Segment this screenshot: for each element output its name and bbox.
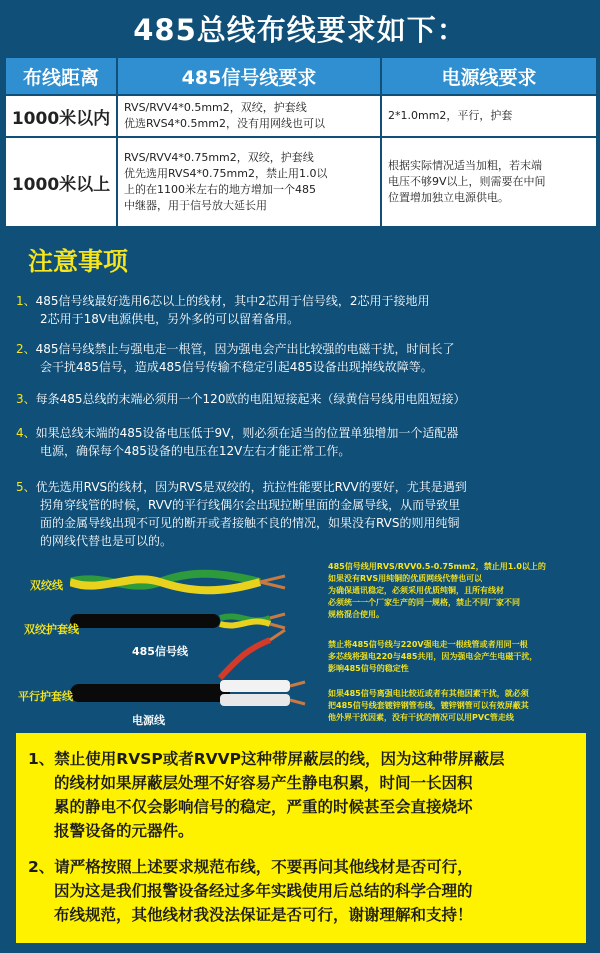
distance-cell: 1000米以上 (5, 137, 117, 227)
header-signal: 485信号线要求 (117, 57, 381, 95)
side-note: 485信号线用RVS/RVV0.5-0.75mm2，禁止用1.0以上的 如果没有RVS用纯铜的优质网线代替也可以 为确保通讯稳定，必须采用优质纯铜，且所有线材 必须统一一个厂家生产的同一规格，禁止不同厂家不同 规格混合使用。 (328, 562, 546, 619)
note-item: 5、优先选用RVS的线材，因为RVS是双绞的，抗拉性能要比RVV的要好，尤其是遇到 拐角穿线管的时候，RVV的平行线偶尔会出现拉断里面的金属导线，从而导致里 面的金属导线出现不可见的断开或者接触不良的情况，如果没有RVS的则用纯铜 的网线代替也是可以的。 (16, 480, 467, 548)
side-note: 如果485信号离强电比较近或者有其他因素干扰，就必须 把485信号线套镀锌钢管布线，镀锌钢管可以有效屏蔽其 他外界干扰因素，没有干扰的情况可以用PVC管走线 (328, 689, 529, 722)
table-row (5, 95, 597, 137)
parallel-sheath-label: 平行护套线 (18, 690, 73, 703)
twisted-sheath-label: 双绞护套线 (24, 623, 79, 636)
power-cell: 根据实际情况适当加粗，若末端 电压不够9V以上，则需要在中间 位置增加独立电源供电。 (381, 137, 597, 227)
table-header-row (5, 57, 597, 95)
distance-cell: 1000米以内 (5, 95, 117, 137)
note-item: 3、每条485总线的末端必须用一个120欧的电阻短接起来（绿黄信号线用电阻短接） (16, 392, 466, 406)
warning-item: 1、禁止使用RVSP或者RVVP这种带屏蔽层的线，因为这种带屏蔽层 的线材如果屏蔽层处理不好容易产生静电积累，时间一长因积 累的静电不仅会影响信号的稳定，严重的时候甚至会直接烧坏 报警设备的元器件。 (28, 750, 505, 840)
signal-cell: RVS/RVV4*0.5mm2，双绞，护套线 优选RVS4*0.5mm2，没有用网线也可以 (117, 95, 381, 137)
note-item: 1、485信号线最好选用6芯以上的线材，其中2芯用于信号线，2芯用于接地用 2芯用于18V电源供电，另外多的可以留着备用。 (16, 294, 430, 326)
signal-wire-label: 485信号线 (132, 645, 188, 658)
page-title: 485总线布线要求如下： (133, 13, 467, 47)
power-cell: 2*1.0mm2，平行，护套 (381, 95, 597, 137)
warning-item: 2、请严格按照上述要求规范布线，不要再问其他线材是否可行， 因为这是我们报警设备经过多年实践使用后总结的科学合理的 布线规范，其他线材我没法保证是否可行，谢谢理解和支持！ (28, 858, 473, 924)
header-power: 电源线要求 (381, 57, 597, 95)
twisted-wire-label: 双绞线 (30, 579, 63, 592)
twisted-sheath-cable-icon (70, 614, 285, 628)
wiring-spec-table (4, 56, 598, 228)
header-distance: 布线距离 (5, 57, 117, 95)
note-item: 2、485信号线禁止与强电走一根管，因为强电会产出比较强的电磁干扰，时间长了 会干扰485信号，造成485信号传输不稳定引起485设备出现掉线故障等。 (16, 342, 455, 374)
notice-title: 注意事项 (28, 247, 129, 276)
note-item: 4、如果总线末端的485设备电压低于9V，则必须在适当的位置单独增加一个适配器 电源，确保每个485设备的电压在12V左右才能正常工作。 (16, 426, 459, 458)
warning-box (16, 733, 586, 943)
power-wire-label: 电源线 (132, 714, 165, 727)
side-note: 禁止将485信号线与220V强电走一根线管或者用同一根 多芯线将强电220与485共用，因为强电会产生电磁干扰， 影响485信号的稳定性 (328, 640, 538, 673)
table-row (5, 137, 597, 227)
signal-cell: RVS/RVV4*0.75mm2，双绞，护套线 优先选用RVS4*0.75mm2，禁止用1.0以 上的在1100米左右的地方增加一个485 中继器，用于信号放大延长用 (117, 137, 381, 227)
parallel-sheath-cable-icon (70, 630, 305, 706)
cable-illustration (70, 560, 320, 730)
twisted-cable-icon (70, 574, 285, 591)
